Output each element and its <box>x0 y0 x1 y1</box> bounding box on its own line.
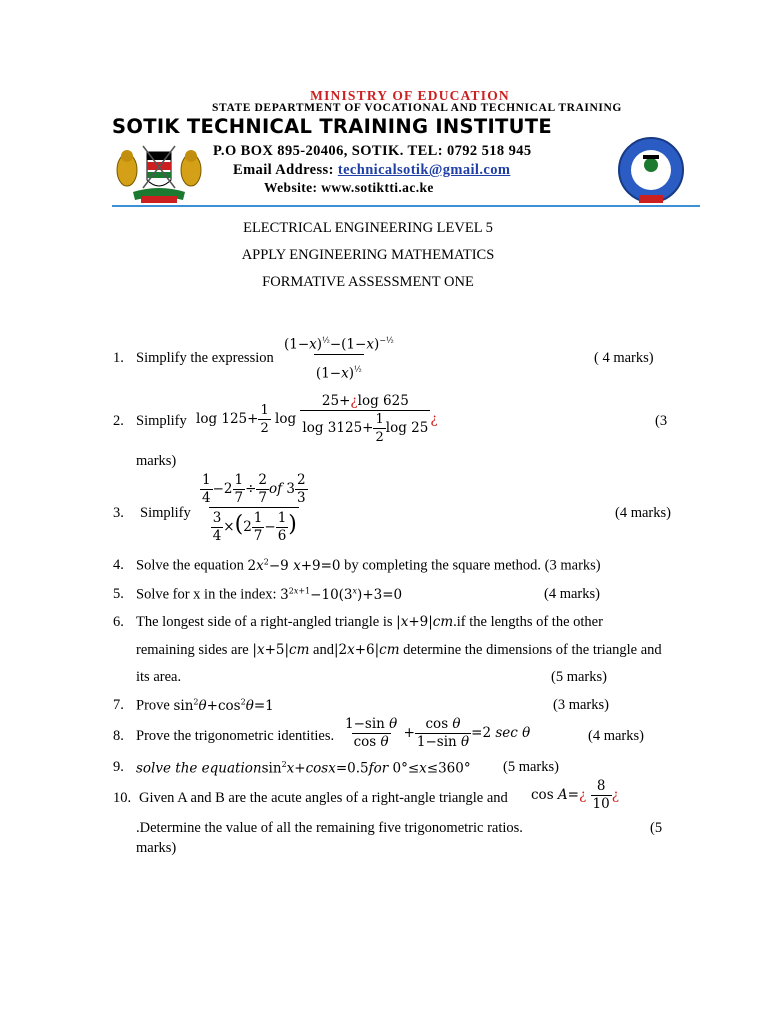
institute-name: SOTIK TECHNICAL TRAINING INSTITUTE <box>112 115 553 138</box>
q7-identity: $\sin^2\theta+\cos^2\theta=1$ <box>173 697 274 714</box>
q2-expression: log 125+ $\frac{1}{2}$ log 25+¿log 625 log 3125+ $\frac{1}{2}$ log 25 ¿ <box>196 393 438 445</box>
q5-equation: $3^{2x+1}-10(3^x)+3=0$ <box>280 586 403 603</box>
course-title: ELECTRICAL ENGINEERING LEVEL 5 <box>243 220 493 236</box>
q3-expression: $\frac{1}{4}$ −2 $\frac{1}{7}$ ÷ $\frac{2}{7}$ of 3 $\frac{2}{3}$ $\frac{3}{4}$ ×(2 $\frac{1}{7}$ − $\frac{1}{6}$ ) <box>202 472 306 544</box>
question-text-continued: .if the lengths of the other <box>453 614 603 630</box>
q6-longest-side: |x+9|cm <box>396 614 454 630</box>
q1-expression: $\frac{(1-x)^{\frac{1}{2}}-(1-x)^{-\frac{1}{2}}}{(1-x)^{\frac{1}{2}}}$ <box>284 336 394 381</box>
unit-title: APPLY ENGINEERING MATHEMATICS <box>241 247 495 263</box>
question-line <box>136 614 603 631</box>
state-department-heading: STATE DEPARTMENT OF VOCATIONAL AND TECHNICAL TRAINING <box>212 102 622 114</box>
email-line <box>233 162 510 179</box>
question-number: 6. <box>113 614 124 630</box>
marks-label: (5 <box>650 820 663 836</box>
question-text: Given A and B are the acute angles of a right-angle triangle and <box>139 790 508 806</box>
po-box-line: P.O BOX 895-20406, SOTIK. TEL: 0792 518 945 <box>213 143 532 159</box>
sotik-institute-logo <box>609 135 693 205</box>
marks-label: ( 4 marks) <box>594 350 654 366</box>
question-number: 4. <box>113 557 124 573</box>
question-text: Solve the equation <box>136 557 244 574</box>
question-number: 8. <box>113 728 124 744</box>
q9-equation: solve the equationsin$^2$x+cosx=0.5for 0°≤x≤360° <box>136 760 471 777</box>
question-text: Simplify the expression <box>136 350 274 366</box>
question-line <box>136 586 402 604</box>
question-line <box>136 697 274 715</box>
email-label: Email Address: <box>233 162 334 178</box>
question-text: Prove the trigonometric identities. <box>136 728 335 744</box>
question-text: Simplify <box>140 505 191 521</box>
question-number: 10. <box>113 790 132 806</box>
marks-label: (3 marks) <box>553 697 609 713</box>
marks-label: (4 marks) <box>588 728 644 744</box>
question-text: Solve for x in the index: <box>136 586 277 603</box>
question-number: 7. <box>113 697 124 713</box>
marks-label: (4 marks) <box>544 586 600 602</box>
question-number: 2. <box>113 413 124 429</box>
question-text-continued: and <box>313 642 334 658</box>
marks-label-continued: marks) <box>136 840 177 856</box>
question-text-continued: determine the dimensions of the triangle and <box>403 642 662 658</box>
question-text-continued: its area. <box>136 669 182 685</box>
marks-label: (5 marks) <box>551 669 607 685</box>
marks-label: (4 marks) <box>615 505 671 521</box>
question-text-continued: remaining sides are <box>136 642 249 658</box>
email-link[interactable]: technicalsotik@gmail.com <box>337 162 511 178</box>
question-number: 1. <box>113 350 124 366</box>
question-text: Prove <box>136 697 170 714</box>
question-number: 9. <box>113 759 124 775</box>
question-number: 3. <box>113 505 124 521</box>
question-text-continued: .Determine the value of all the remaining five trigonometric ratios. <box>136 820 523 836</box>
kenya-coat-of-arms-emblem <box>113 140 205 206</box>
question-text: Simplify <box>136 413 187 429</box>
ministry-heading: MINISTRY OF EDUCATION <box>310 88 510 103</box>
q6-side-a: |x+5|cm <box>252 642 310 658</box>
assessment-title: FORMATIVE ASSESSMENT ONE <box>262 274 474 290</box>
question-text: The longest side of a right-angled triangle is <box>136 614 393 630</box>
q4-equation: $2x^2-9$ x+9=0 <box>247 557 341 574</box>
q10-cos-a: cos A=¿ $\frac{8}{10}$ ¿ <box>531 778 619 812</box>
question-line <box>136 642 662 659</box>
marks-label: (3 <box>655 413 668 429</box>
marks-label-continued: marks) <box>136 453 177 469</box>
question-number: 5. <box>113 586 124 602</box>
question-line <box>136 557 601 575</box>
website-line: Website: www.sotiktti.ac.ke <box>264 180 434 195</box>
header-divider <box>112 205 700 207</box>
question-text-continued: by completing the square method. (3 marks) <box>344 557 601 574</box>
q6-side-b: |2x+6|cm <box>333 642 400 658</box>
marks-label: (5 marks) <box>503 759 559 775</box>
q8-identity: $\frac{\text{1−sin θ}}{\text{cos θ}}$ + $\frac{\text{cos θ}}{\text{1−sin θ}}$ =2 sec θ <box>345 716 531 750</box>
